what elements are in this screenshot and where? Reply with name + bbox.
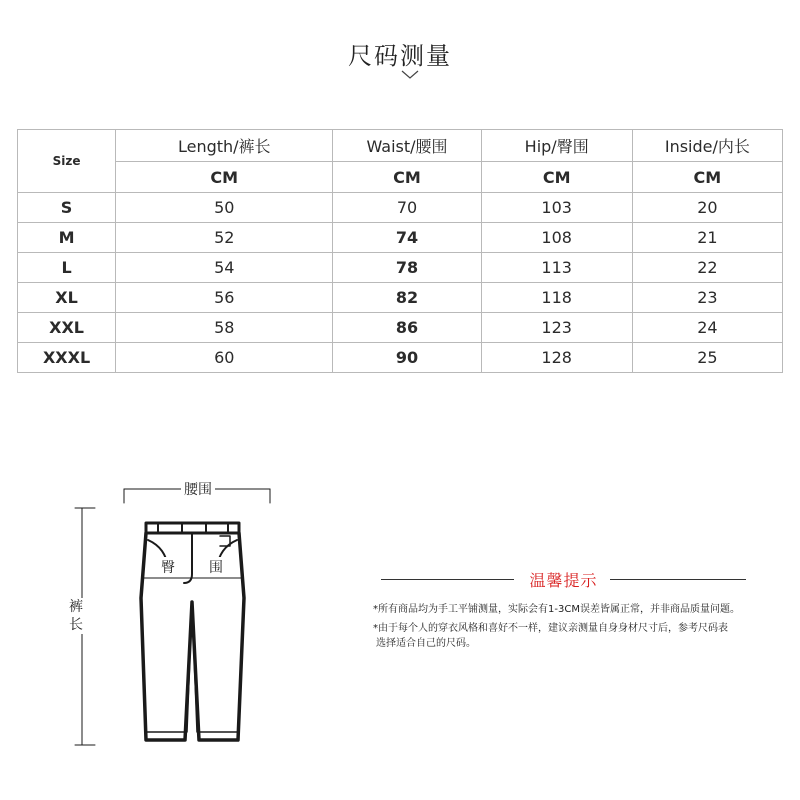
inside-cell: 22 bbox=[632, 253, 782, 283]
hip-label: 围 bbox=[209, 557, 223, 577]
table-row bbox=[18, 343, 783, 373]
waist-cell: 90 bbox=[333, 343, 481, 373]
table-row bbox=[18, 253, 783, 283]
length-cell: 58 bbox=[116, 313, 333, 343]
pants-measurement-diagram bbox=[60, 470, 320, 760]
waist-label: 腰围 bbox=[181, 479, 215, 499]
waist-cell: 78 bbox=[333, 253, 481, 283]
hip-cell: 123 bbox=[481, 313, 632, 343]
unit-cell: CM bbox=[481, 162, 632, 193]
unit-row bbox=[18, 162, 783, 193]
length-cell: 56 bbox=[116, 283, 333, 313]
column-header-hip: Hip/臀围 bbox=[481, 130, 632, 162]
length-cell: 60 bbox=[116, 343, 333, 373]
size-cell: L bbox=[18, 253, 116, 283]
size-table bbox=[17, 129, 783, 373]
pants-icon bbox=[60, 470, 320, 760]
unit-cell: CM bbox=[333, 162, 481, 193]
unit-cell: CM bbox=[632, 162, 782, 193]
length-label: 裤长 bbox=[69, 599, 83, 633]
inside-cell: 23 bbox=[632, 283, 782, 313]
tip-text: *所有商品均为手工平铺测量，实际会有1-3CM误差皆属正常，并非商品质量问题。 bbox=[373, 604, 740, 615]
size-cell: XXXL bbox=[18, 343, 116, 373]
table-row bbox=[18, 223, 783, 253]
column-header-length: Length/裤长 bbox=[116, 130, 333, 162]
size-cell: XXL bbox=[18, 313, 116, 343]
hip-cell: 108 bbox=[481, 223, 632, 253]
size-cell: S bbox=[18, 193, 116, 223]
inside-cell: 21 bbox=[632, 223, 782, 253]
length-cell: 54 bbox=[116, 253, 333, 283]
hip-cell: 113 bbox=[481, 253, 632, 283]
hip-cell: 128 bbox=[481, 343, 632, 373]
waist-cell: 82 bbox=[333, 283, 481, 313]
size-cell: XL bbox=[18, 283, 116, 313]
waist-cell: 86 bbox=[333, 313, 481, 343]
unit-cell: CM bbox=[116, 162, 333, 193]
hip-label: 臀 bbox=[161, 557, 175, 577]
table-row bbox=[18, 193, 783, 223]
inside-cell: 24 bbox=[632, 313, 782, 343]
tips-title: 温馨提示 bbox=[529, 571, 598, 590]
table-row bbox=[18, 283, 783, 313]
hip-cell: 103 bbox=[481, 193, 632, 223]
size-cell: M bbox=[18, 223, 116, 253]
chevron-down-icon bbox=[401, 70, 419, 80]
inside-cell: 25 bbox=[632, 343, 782, 373]
header-row bbox=[18, 130, 783, 162]
size-header: Size bbox=[18, 130, 116, 193]
page-title: 尺码测量 bbox=[348, 42, 452, 70]
column-header-inside: Inside/内长 bbox=[632, 130, 782, 162]
column-header-waist: Waist/腰围 bbox=[333, 130, 481, 162]
inside-cell: 20 bbox=[632, 193, 782, 223]
waist-cell: 74 bbox=[333, 223, 481, 253]
waist-cell: 70 bbox=[333, 193, 481, 223]
table-row bbox=[18, 313, 783, 343]
tip-text: 选择适合自己的尺码。 bbox=[376, 638, 476, 649]
length-cell: 52 bbox=[116, 223, 333, 253]
length-cell: 50 bbox=[116, 193, 333, 223]
hip-cell: 118 bbox=[481, 283, 632, 313]
tip-text: *由于每个人的穿衣风格和喜好不一样，建议亲测量自身身材尺寸后，参考尺码表 bbox=[373, 623, 728, 634]
